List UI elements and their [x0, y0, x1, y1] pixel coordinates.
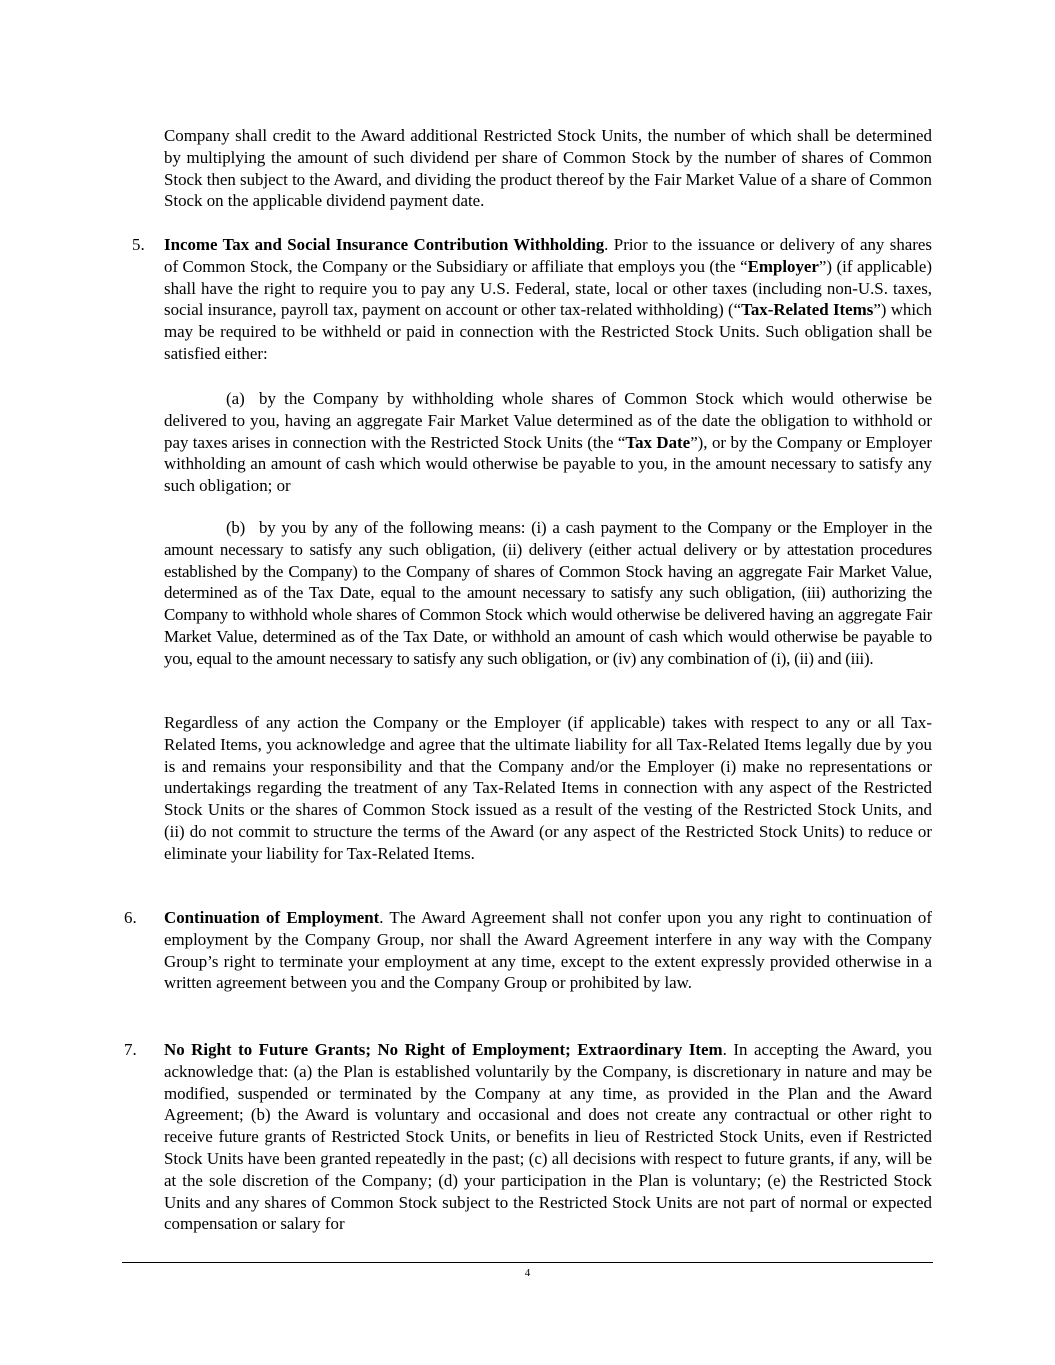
- term-employer: Employer: [747, 256, 819, 276]
- section-5-paragraph: [164, 234, 932, 365]
- section-5-regardless-paragraph: Regardless of any action the Company or the Employer (if applicable) takes with respect to any or all Tax-Related Items, you acknowledge and agree that the ultimate liability for all Tax-Related Items legally due by you is and remains your responsibility and that the Company and/or the Employer (i) make no representations or undertakings regarding the treatment of any Tax-Related Items in connection with any aspect of the Restricted Stock Units or the shares of Common Stock issued as a result of the vesting of the Restricted Stock Units, and (ii) do not commit to structure the terms of the Award (or any aspect of the Restricted Stock Units) to reduce or eliminate your liability for Tax-Related Items.: [164, 713, 932, 863]
- section-5-number: 5.: [132, 235, 145, 254]
- section-5-text-b: ”) (if applicable) shall have the right to require you to pay any U.S. Federal, state, local or other taxes (including non-U.S. taxes, social insurance, payroll tax, payment on account or other tax-related withholding) (“: [164, 256, 932, 320]
- sub-b-label: (b): [226, 518, 245, 537]
- sub-a-text-2: ”), or by the Company or Employer withholding an amount of cash which would otherwise be payable to you, in the amount necessary to satisfy any such obligation; or: [164, 432, 933, 496]
- section-6-paragraph: [164, 907, 932, 994]
- section-5-heading: Income Tax and Social Insurance Contribution Withholding: [164, 235, 605, 254]
- term-tax-related-items: Tax-Related Items: [741, 300, 874, 320]
- section-7-text: . In accepting the Award, you acknowledge that: (a) the Plan is established voluntarily by the Company, is discretionary in nature and may be modified, suspended or terminated by the Company at any time, as provided in the Plan and the Award Agreement; (b) the Award is voluntary and occasional and does not create any contractual or other right to receive future grants of Restricted Stock Units, or benefits in lieu of Restricted Stock Units, even if Restricted Stock Units have been granted repeatedly in the past; (c) all decisions with respect to future grants, if any, will be at the sole discretion of the Company; (d) your participation in the Plan is voluntary; (e) the Restricted Stock Units and any shares of Common Stock subject to the Restricted Stock Units are not part of normal or expected compensation or salary for: [164, 1040, 932, 1234]
- section-5-sub-b: [164, 517, 932, 670]
- section-6-text: . The Award Agreement shall not confer upon you any right to continuation of employment by the Company Group, nor shall the Award Agreement interfere in any way with the Company Group’s right to terminate your employment at any time, except to the extent expressly provided otherwise in a written agreement between you and the Company Group or prohibited by law.: [164, 908, 932, 993]
- section-7-paragraph: [164, 1039, 932, 1235]
- section-5-text-c: ”) which may be required to be withheld or paid in connection with the Restricted Stock Units. Such obligation shall be satisfied either:: [164, 300, 932, 363]
- section-5-text-a: . Prior to the issuance or delivery of any shares of Common Stock, the Company or the Subsidiary or affiliate that employs you (the “: [164, 235, 932, 276]
- page-number: 4: [524, 1267, 531, 1279]
- carryover-paragraph: Company shall credit to the Award additional Restricted Stock Units, the number of which shall be determined by multiplying the amount of such dividend per share of Common Stock by the number of shares of Common Stock then subject to the Award, and dividing the product thereof by the Fair Market Value of a share of Common Stock on the applicable dividend payment date.: [164, 126, 932, 211]
- sub-b-text: by you by any of the following means: (i) a cash payment to the Company or the Employer in the amount necessary to satisfy any such obligation, (ii) delivery (either actual delivery or by attestation procedures established by the Company) to the Company of shares of Common Stock having an aggregate Fair Market Value, determined as of the Tax Date, equal to the amount necessary to satisfy any such obligation, (iii) authorizing the Company to withhold whole shares of Common Stock which would otherwise be delivered having an aggregate Fair Market Value, determined as of the Tax Date, or withhold an amount of cash which would otherwise be payable to you, equal to the amount necessary to satisfy any such obligation, or (iv) any combination of (i), (ii) and (iii).: [164, 518, 932, 668]
- term-tax-date: Tax Date: [625, 432, 691, 452]
- section-5-sub-a: [164, 388, 932, 497]
- section-6-heading: Continuation of Employment: [164, 908, 380, 927]
- section-7-number: 7.: [124, 1040, 137, 1059]
- footer-rule: [122, 1262, 933, 1263]
- section-7-heading: No Right to Future Grants; No Right of Employment; Extraordinary Item: [164, 1040, 723, 1059]
- sub-a-label: (a): [226, 389, 245, 408]
- section-6-number: 6.: [124, 908, 137, 927]
- sub-a-text-1: by the Company by withholding whole shares of Common Stock which would otherwise be delivered to you, having an aggregate Fair Market Value determined as of the date the obligation to withhold or pay taxes arises in connection with the Restricted Stock Units (the “: [164, 389, 932, 452]
